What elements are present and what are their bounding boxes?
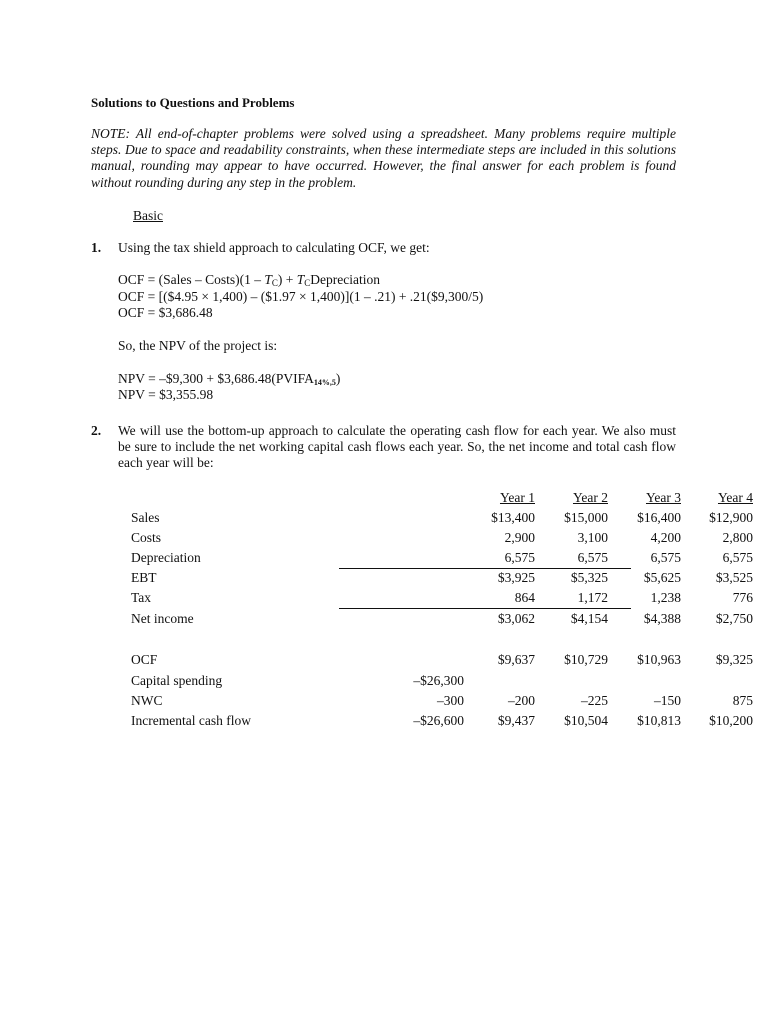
row-label: Depreciation bbox=[131, 550, 201, 565]
cell-year-0: –$26,600 bbox=[413, 713, 464, 728]
table-row bbox=[131, 588, 753, 608]
cell-year-3: 1,238 bbox=[650, 590, 681, 605]
cell-year-3: $10,963 bbox=[637, 652, 681, 667]
cell-year-1: $9,637 bbox=[497, 652, 535, 667]
cell-year-2: –225 bbox=[581, 693, 608, 708]
table-row bbox=[131, 508, 753, 528]
row-label: Capital spending bbox=[131, 673, 223, 688]
cell-year-2: $10,729 bbox=[564, 652, 608, 667]
cell-year-3: $10,813 bbox=[637, 713, 681, 728]
table-row bbox=[131, 711, 753, 731]
ocf-eq1-part-a: OCF = (Sales – Costs)(1 – bbox=[118, 272, 265, 287]
cell-year-3: 6,575 bbox=[650, 550, 681, 565]
cell-year-4: $3,525 bbox=[715, 570, 753, 585]
cell-year-2: 1,172 bbox=[577, 590, 608, 605]
ocf-equation-2: OCF = [($4.95 × 1,400) – ($1.97 × 1,400)](1 – .21) + .21($9,300/5) bbox=[118, 289, 484, 304]
ocf-equation-3: OCF = $3,686.48 bbox=[118, 305, 213, 320]
table-row bbox=[131, 609, 753, 629]
cell-year-0: –300 bbox=[437, 693, 464, 708]
cell-year-1: 6,575 bbox=[504, 550, 535, 565]
cell-year-4: $10,200 bbox=[709, 713, 753, 728]
tax-rate-subscript: C bbox=[271, 278, 278, 288]
tax-rate-symbol-2: T bbox=[296, 272, 305, 287]
cell-year-1: –200 bbox=[508, 693, 535, 708]
section-title: Solutions to Questions and Problems bbox=[91, 95, 295, 110]
problem-1-number: 1. bbox=[91, 240, 102, 255]
tax-rate-subscript-2: C bbox=[304, 278, 311, 288]
cell-year-1: $3,925 bbox=[497, 570, 535, 585]
cell-year-4: $9,325 bbox=[715, 652, 753, 667]
cell-year-4: $2,750 bbox=[715, 611, 753, 626]
cell-year-2: $4,154 bbox=[570, 611, 608, 626]
npv-eq1-part-b: ) bbox=[335, 371, 341, 386]
cell-year-4: 6,575 bbox=[722, 550, 753, 565]
row-label: Sales bbox=[131, 510, 160, 525]
npv-eq1-part-a: NPV = –$9,300 + $3,686.48(PVIFA bbox=[118, 371, 314, 386]
row-label: Net income bbox=[131, 611, 194, 626]
cell-year-3: $4,388 bbox=[643, 611, 681, 626]
table-row bbox=[131, 650, 753, 670]
table-row bbox=[131, 548, 753, 568]
problem-1-intro: Using the tax shield approach to calculating OCF, we get: bbox=[118, 240, 430, 255]
table-header-row bbox=[131, 488, 753, 508]
cell-year-1: $9,437 bbox=[497, 713, 535, 728]
problem-2-number: 2. bbox=[91, 423, 102, 438]
row-label: EBT bbox=[131, 570, 157, 585]
ocf-eq1-part-c: Depreciation bbox=[310, 272, 381, 287]
table-row bbox=[131, 568, 753, 588]
cell-year-3: –150 bbox=[654, 693, 681, 708]
cell-year-3: 4,200 bbox=[650, 530, 681, 545]
cell-year-1: 2,900 bbox=[504, 530, 535, 545]
table-row bbox=[131, 691, 753, 711]
ocf-eq1-part-b: ) + bbox=[277, 272, 297, 287]
cell-year-4: 875 bbox=[732, 693, 753, 708]
note-paragraph: NOTE: All end-of-chapter problems were solved using a spreadsheet. Many problems require multiple steps. Due to space and readability constraints, when these intermediate steps are included in this solutions manual, rounding may appear to have occurred. However, the final answer for each problem is found without rounding during any step in the problem. bbox=[91, 126, 676, 190]
cell-year-2: 3,100 bbox=[577, 530, 608, 545]
cell-year-1: 864 bbox=[514, 590, 535, 605]
table-row bbox=[131, 671, 631, 691]
year-2-header: Year 2 bbox=[572, 490, 608, 505]
row-label: Tax bbox=[131, 590, 152, 605]
table-row bbox=[131, 528, 753, 548]
year-4-header: Year 4 bbox=[717, 490, 753, 505]
cell-year-2: $10,504 bbox=[564, 713, 608, 728]
basic-heading: Basic bbox=[133, 208, 163, 223]
problem-2-text: We will use the bottom-up approach to calculate the operating cash flow for each year. We also must be sure to include the net working capital cash flows each year. So, the net income and total cash flow each year will be: bbox=[118, 423, 676, 471]
cell-year-4: 2,800 bbox=[722, 530, 753, 545]
row-label: Costs bbox=[131, 530, 162, 545]
year-1-header: Year 1 bbox=[499, 490, 535, 505]
cell-year-3: $5,625 bbox=[643, 570, 681, 585]
cell-year-1: $13,400 bbox=[491, 510, 535, 525]
row-label: NWC bbox=[131, 693, 163, 708]
row-label: Incremental cash flow bbox=[131, 713, 251, 728]
npv-equation-2: NPV = $3,355.98 bbox=[118, 387, 214, 402]
year-3-header: Year 3 bbox=[645, 490, 681, 505]
cell-year-4: $12,900 bbox=[709, 510, 753, 525]
npv-intro: So, the NPV of the project is: bbox=[118, 338, 278, 353]
cell-year-1: $3,062 bbox=[497, 611, 535, 626]
cell-year-3: $16,400 bbox=[637, 510, 681, 525]
cell-year-2: $5,325 bbox=[570, 570, 608, 585]
cell-year-4: 776 bbox=[732, 590, 753, 605]
cell-year-0: –$26,300 bbox=[413, 673, 464, 688]
pvifa-subscript: 14%,5 bbox=[313, 378, 336, 387]
row-label: OCF bbox=[131, 652, 158, 667]
cell-year-2: 6,575 bbox=[577, 550, 608, 565]
tax-rate-symbol: T bbox=[264, 272, 272, 287]
cell-year-2: $15,000 bbox=[564, 510, 608, 525]
